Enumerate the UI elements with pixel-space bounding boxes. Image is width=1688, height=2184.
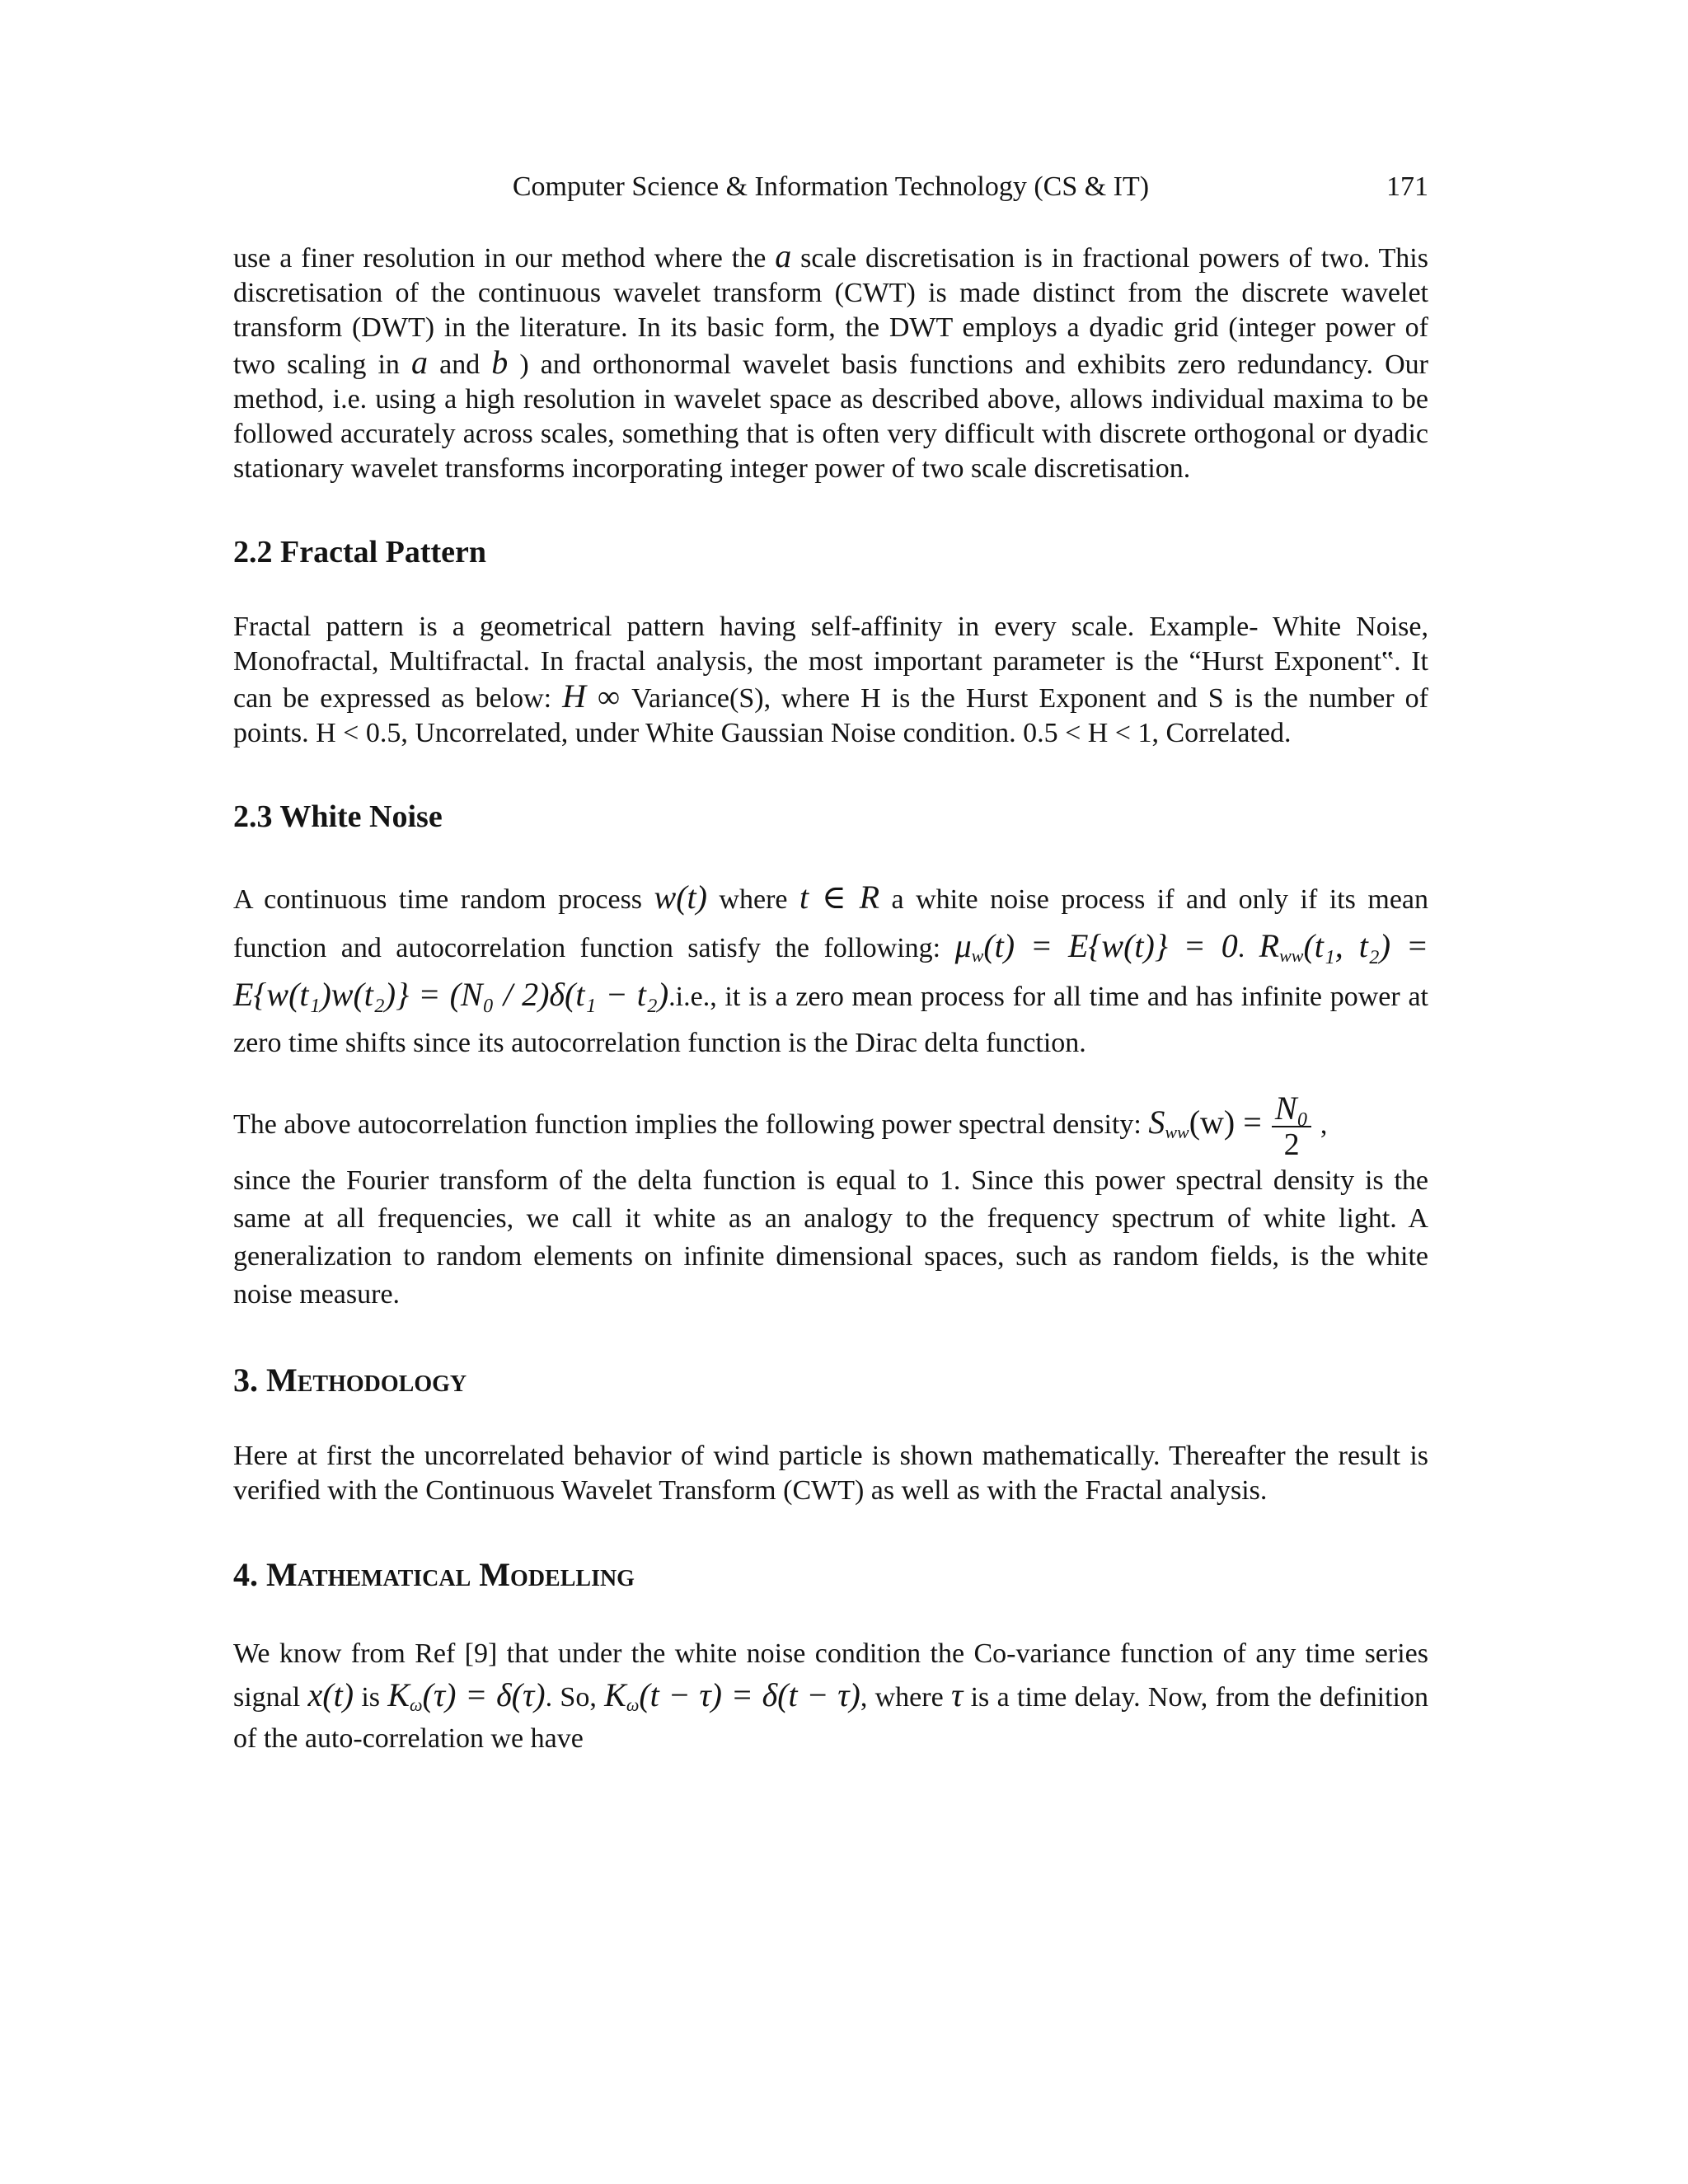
paragraph-cwt-resolution: use a finer resolution in our method where the a scale discretisation is in fractional powers of two. This discretisation of the continuous wavelet transform (CWT) is made distinct from the discrete wavelet transform (DWT) in the literature. In its basic form, the DWT employs a dyadic grid (integer power of two scaling in a and b ) and orthonormal wavelet basis functions and exhibits zero redundancy. Our method, i.e. using a high resolution in wavelet space as described above, allows individual maxima to be followed accurately across scales, something that is often very difficult with discrete orthogonal or dyadic stationary wavelet transforms incorporating integer power of two scale discretisation.: [233, 237, 1428, 484]
math-autocorrelation: $R_{ww}(t_1$, t₂) = E{w(t₁)w(t₂)} = (N₀ / 2)δ(t₁ − t₂): [233, 927, 1429, 1013]
running-title: Computer Science & Information Technology (CS & IT): [512, 171, 1150, 202]
math-t-in-r: t ∈ R: [799, 879, 880, 916]
math-hurst-h: H: [562, 677, 587, 715]
paragraph-fractal-pattern: Fractal pattern is a geometrical pattern having self-affinity in every scale. Example- White Noise, Monofractal, Multifractal. In fractal analysis, the most important parameter is the “Hurst Exponent‟. It can be expressed as below: H ∞ Variance(S), where H is the Hurst Exponent and S is the number of points. H < 0.5, Uncorrelated, under White Gaussian Noise condition. 0.5 < H < 1, Correlated.: [233, 612, 1428, 748]
paragraph-white-noise-definition: A continuous time random process w(t) where t ∈ R a white noise process if and only if its mean function and autocorrelation function satisfy the following: $\mu_w(t) = E\{w(t)\} = 0$. $R_{ww}(t_1$, t₂) = E{w(t₁)w(t₂)} = (N₀ / 2)δ(t₁ − t₂).i.e., it is a zero mean process for all time and has infinite power at zero time shifts since its autocorrelation function is the Dirac delta function.: [233, 879, 1429, 1058]
math-covariance-k-t-minus-tau: $K_\omega(t - \tau) = \delta(t - \tau)$: [604, 1676, 860, 1715]
section-heading-fractal-pattern: 2.2 Fractal Pattern: [233, 535, 487, 569]
math-var-a: a: [775, 237, 792, 274]
math-fraction-n0-over-2: $\frac{\text{N₀}}{2}$: [1272, 1091, 1312, 1162]
section-heading-mathematical-modelling: 4. Mathematical Modelling: [233, 1556, 635, 1593]
math-w-of-t: w(t): [654, 879, 707, 916]
math-psd: $S_{ww}(w)$ =: [1148, 1103, 1270, 1142]
page-number: 171: [1386, 171, 1428, 202]
section-heading-white-noise: 2.3 White Noise: [233, 799, 443, 834]
page-header: [233, 171, 1428, 211]
paragraph-methodology: Here at first the uncorrelated behavior of wind particle is shown mathematically. Thereafter the result is verified with the Continuous Wavelet Transform (CWT) as well as with the Fractal analysis.: [233, 1441, 1428, 1506]
math-covariance-k-tau: $K_\omega(\tau) = \delta(\tau)$: [387, 1676, 546, 1715]
math-var-a: a: [411, 344, 429, 381]
paragraph-mathematical-modelling: We know from Ref [9] that under the white noise condition the Co-variance function of any time series signal x(t) is $K_\omega(\tau) = \delta(\tau)$. So, $K_\omega(t - \tau) = \delta(t - \tau)$, where τ is a time delay. Now, from the definition of the auto-correlation we have: [233, 1638, 1428, 1754]
section-heading-methodology: 3. Methodology: [233, 1361, 467, 1399]
paragraph-power-spectral-density: The above autocorrelation function implies the following power spectral density: $S_{ww}(w)$ = $\frac{\text{N₀}}{2}$ , since the Fourier transform of the delta function is equal to 1. Since this power spectral density is the same at all frequencies, we call it white as an analogy to the frequency spectrum of white light. A generalization to random elements on infinite dimensional spaces, such as random fields, is the white noise measure.: [233, 1090, 1428, 1310]
math-tau: τ: [950, 1676, 964, 1713]
math-mean-function: $\mu_w(t) = E\{w(t)\} = 0$: [954, 927, 1238, 966]
math-var-b: b: [491, 344, 509, 381]
page-body: [233, 239, 1428, 1760]
math-x-of-t: x(t): [307, 1676, 354, 1713]
math-variance: Variance(S): [631, 683, 764, 714]
